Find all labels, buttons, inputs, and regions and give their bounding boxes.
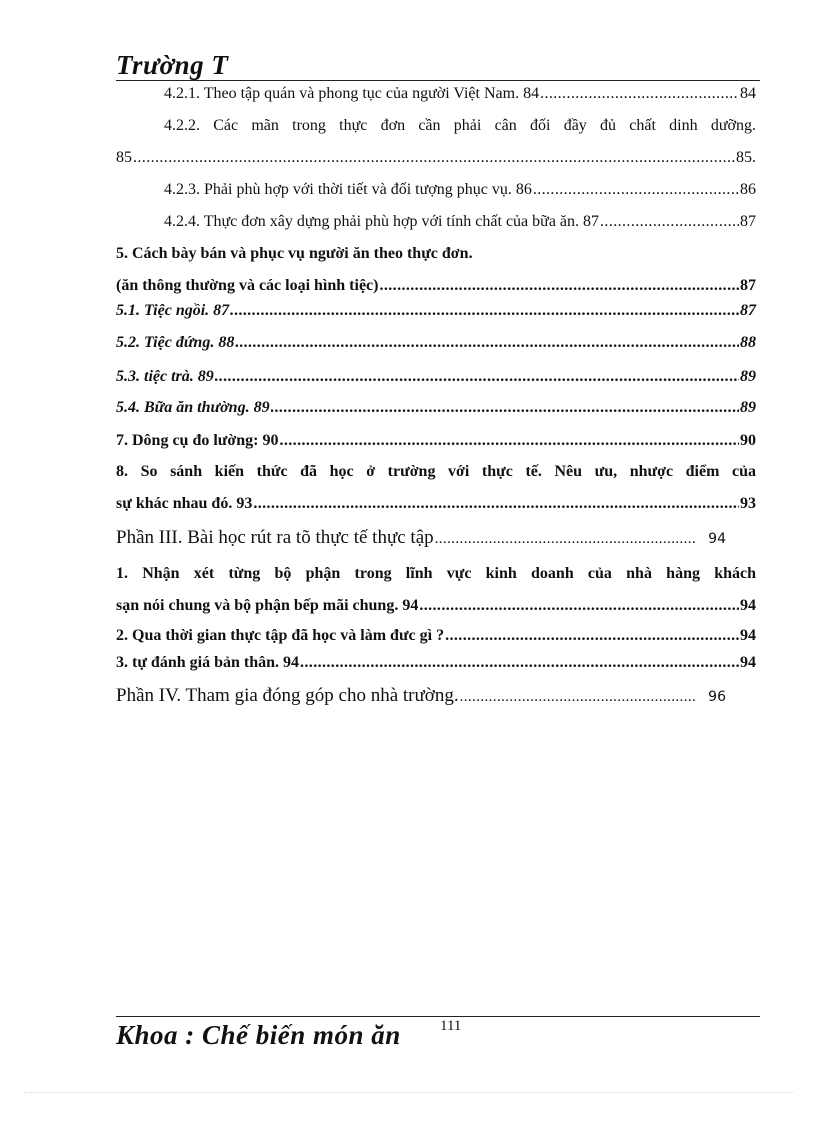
toc-entry-label: 5.3. tiệc trà. 89 bbox=[116, 368, 214, 385]
toc-entry-section-7[interactable] bbox=[116, 430, 756, 452]
toc-entry-page: 85. bbox=[736, 149, 756, 166]
leader-dots bbox=[279, 430, 739, 452]
toc-entry-label: sự khác nhau đó. 93 bbox=[116, 495, 253, 512]
leader-dots bbox=[600, 211, 739, 233]
toc-entry-page: 96 bbox=[708, 689, 726, 705]
toc-entry-4-2-2[interactable] bbox=[116, 115, 756, 169]
toc-entry-label-line1: 4.2.2. Các mãn trong thực đơn cần phải cân đối đầy đủ chất dinh dưỡng. bbox=[164, 117, 756, 134]
toc-entry-label-line1: 8. So sánh kiến thức đã học ở trường với thực tế. Nêu ưu, nhược điểm của bbox=[116, 463, 756, 480]
toc-entry-label: 5.4. Bữa ăn thường. 89 bbox=[116, 399, 270, 416]
toc-entry-part3-item-2[interactable] bbox=[116, 625, 756, 647]
toc-entry-page: 89 bbox=[740, 368, 756, 385]
leader-dots bbox=[235, 332, 739, 354]
toc-entry-label: 5.1. Tiệc ngồi. 87 bbox=[116, 302, 230, 319]
toc-entry-page: 87 bbox=[740, 213, 756, 230]
leader-dots bbox=[435, 528, 698, 550]
toc-entry-page: 87 bbox=[740, 302, 756, 319]
header-divider bbox=[116, 80, 760, 81]
toc-entry-label: 2. Qua thời gian thực tập đã học và làm đưc gì ? bbox=[116, 627, 445, 644]
leader-dots bbox=[419, 595, 739, 617]
toc-entry-label: Phần III. Bài học rút ra tõ thực tế thực tập bbox=[116, 527, 434, 548]
toc-entry-page: 84 bbox=[740, 85, 756, 102]
toc-entry-page: 94 bbox=[740, 597, 756, 614]
toc-entry-page: 88 bbox=[740, 334, 756, 351]
toc-entry-label: 4.2.1. Theo tập quán và phong tục của người Việt Nam. 84 bbox=[164, 85, 540, 102]
toc-entry-page: 87 bbox=[740, 277, 756, 294]
page-bottom-border bbox=[24, 1092, 794, 1093]
toc-entry-part3-item-3[interactable] bbox=[116, 652, 756, 674]
toc-entry-label: 85 bbox=[116, 149, 132, 166]
toc-entry-5-3[interactable] bbox=[116, 366, 756, 388]
toc-entry-label: 4.2.3. Phải phù hợp với thời tiết và đối tượng phục vụ. 86 bbox=[164, 181, 532, 198]
toc-entry-4-2-3[interactable] bbox=[164, 179, 756, 201]
toc-entry-label-line1: 5. Cách bày bán và phục vụ người ăn theo thực đơn. bbox=[116, 245, 473, 262]
footer-title: Khoa : Chế biến món ăn bbox=[116, 1020, 401, 1050]
leader-dots bbox=[445, 625, 739, 647]
leader-dots bbox=[533, 179, 739, 201]
leader-dots bbox=[379, 275, 739, 297]
toc-entry-label: 4.2.4. Thực đơn xây dựng phải phù hợp với tính chất của bữa ăn. 87 bbox=[164, 213, 600, 230]
leader-dots bbox=[460, 686, 698, 708]
toc-entry-section-8[interactable] bbox=[116, 461, 756, 515]
toc-entry-page: 90 bbox=[740, 432, 756, 449]
toc-entry-label-line1: 1. Nhận xét từng bộ phận trong lĩnh vực kinh doanh của nhà hàng khách bbox=[116, 565, 756, 582]
leader-dots bbox=[300, 652, 739, 674]
toc-entry-label: sạn nói chung và bộ phận bếp mãi chung. 94 bbox=[116, 597, 419, 614]
toc-entry-part3-item-1[interactable] bbox=[116, 563, 756, 617]
toc-entry-5-4[interactable] bbox=[116, 397, 756, 419]
toc-entry-5-1[interactable] bbox=[116, 300, 756, 322]
toc-entry-page: 94 bbox=[740, 627, 756, 644]
toc-entry-page: 94 bbox=[740, 654, 756, 671]
toc-entry-section-5[interactable] bbox=[116, 243, 756, 297]
toc-entry-page: 86 bbox=[740, 181, 756, 198]
leader-dots bbox=[230, 300, 739, 322]
toc-entry-page: 89 bbox=[740, 399, 756, 416]
toc-entry-page: 93 bbox=[740, 495, 756, 512]
header-title: Trường T bbox=[116, 50, 229, 80]
toc-entry-label: Phần IV. Tham gia đóng góp cho nhà trường. bbox=[116, 685, 459, 706]
toc-entry-4-2-1[interactable] bbox=[164, 83, 756, 105]
page-number: 111 bbox=[440, 1018, 462, 1034]
leader-dots bbox=[271, 397, 739, 419]
leader-dots bbox=[133, 147, 735, 169]
toc-entry-label: (ăn thông thường và các loại hình tiệc) bbox=[116, 277, 379, 294]
toc-entry-label: 3. tự đánh giá bản thân. 94 bbox=[116, 654, 299, 671]
leader-dots bbox=[540, 83, 739, 105]
toc-entry-part-4[interactable] bbox=[116, 685, 756, 708]
toc-entry-4-2-4[interactable] bbox=[164, 211, 756, 233]
toc-entry-label: 5.2. Tiệc đứng. 88 bbox=[116, 334, 235, 351]
leader-dots bbox=[215, 366, 739, 388]
toc-entry-page: 94 bbox=[708, 531, 726, 547]
toc-entry-5-2[interactable] bbox=[116, 332, 756, 354]
leader-dots bbox=[253, 493, 739, 515]
footer-divider bbox=[116, 1016, 760, 1017]
toc-entry-label: 7. Dông cụ đo lường: 90 bbox=[116, 432, 279, 449]
toc-entry-part-3[interactable] bbox=[116, 527, 756, 550]
